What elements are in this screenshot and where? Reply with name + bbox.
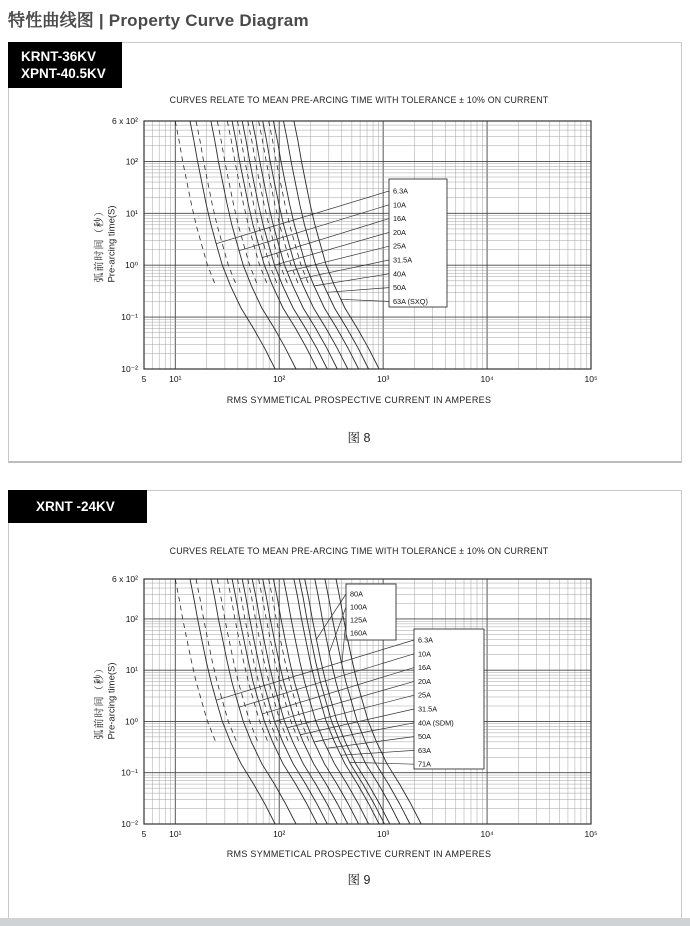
x-tick: 5 bbox=[141, 374, 147, 384]
x-tick: 5 bbox=[141, 829, 147, 839]
legend-label: 50A bbox=[393, 283, 406, 293]
legend-label: 31.5A bbox=[393, 255, 413, 265]
curve-25A bbox=[252, 579, 337, 824]
legend-label: 20A bbox=[418, 676, 431, 686]
curve-50A bbox=[284, 121, 369, 369]
figure-caption: 图 9 bbox=[347, 873, 371, 887]
y-axis-label-cn: 弧前时间（秒） bbox=[94, 205, 106, 283]
leader-line bbox=[341, 299, 389, 301]
x-tick: 10² bbox=[273, 829, 286, 839]
x-axis-label: RMS SYMMETICAL PROSPECTIVE CURRENT IN AMPERES bbox=[226, 849, 492, 859]
legend-label: 71A bbox=[418, 759, 431, 769]
leader-line bbox=[239, 205, 389, 251]
legend-label: 16A bbox=[418, 663, 431, 673]
legend-label: 20A bbox=[393, 227, 406, 237]
axis-ticks bbox=[112, 116, 597, 384]
x-axis-label: RMS SYMMETICAL PROSPECTIVE CURRENT IN AMPERES bbox=[226, 395, 492, 405]
legend-label: 63A (SXQ) bbox=[393, 296, 428, 306]
fuse-curves bbox=[175, 121, 379, 369]
y-tick: 10⁻² bbox=[121, 819, 138, 829]
legend-label: 50A bbox=[418, 732, 431, 742]
y-tick: 10⁻¹ bbox=[121, 312, 138, 323]
y-tick: 10¹ bbox=[125, 208, 138, 219]
curve-25A bbox=[252, 121, 337, 369]
y-tick: 10² bbox=[125, 613, 138, 624]
leader-line bbox=[287, 695, 414, 728]
y-axis-label-en: Pre-arcing time(S) bbox=[106, 205, 118, 283]
y-tick: 10¹ bbox=[125, 665, 138, 676]
y-tick: 10⁻¹ bbox=[121, 767, 138, 778]
legend-label: 10A bbox=[393, 200, 406, 210]
chart-title: CURVES RELATE TO MEAN PRE-ARCING TIME WITH TOLERANCE ± 10% ON CURRENT bbox=[169, 95, 549, 105]
chart-title: CURVES RELATE TO MEAN PRE-ARCING TIME WITH TOLERANCE ± 10% ON CURRENT bbox=[169, 546, 549, 556]
x-tick: 10² bbox=[273, 374, 286, 384]
curve-10A bbox=[211, 579, 296, 824]
panel-xrnt-24kv bbox=[8, 490, 682, 920]
y-tick: 10² bbox=[125, 156, 138, 167]
y-tick: 6 x 10² bbox=[112, 574, 138, 584]
bottom-strip bbox=[0, 918, 690, 926]
x-tick: 10⁵ bbox=[584, 829, 598, 839]
legend-label: 16A bbox=[393, 214, 406, 224]
model-tag-line: XRNT -24KV bbox=[36, 499, 115, 514]
legend-label: 100A bbox=[350, 602, 368, 612]
panel-krnt-36kv bbox=[8, 42, 682, 463]
y-axis-label-cn: 弧前时间（秒） bbox=[94, 662, 106, 740]
x-tick: 10³ bbox=[376, 374, 390, 384]
leader-line bbox=[274, 681, 414, 721]
x-tick: 10¹ bbox=[169, 829, 182, 839]
legend-label: 125A bbox=[350, 615, 368, 625]
legend-label: 6.3A bbox=[393, 186, 409, 196]
leader-line bbox=[287, 246, 389, 271]
legend-box bbox=[216, 179, 447, 307]
grid bbox=[144, 121, 591, 369]
legend-label: 31.5A bbox=[418, 704, 438, 714]
leader-line bbox=[314, 274, 389, 286]
x-tick: 10⁴ bbox=[480, 829, 494, 839]
y-tick: 10⁻² bbox=[121, 364, 138, 374]
leader-line bbox=[239, 654, 414, 707]
y-tick: 6 x 10² bbox=[112, 116, 138, 126]
x-tick: 10¹ bbox=[169, 374, 182, 384]
y-axis-label-en: Pre-arcing time(S) bbox=[106, 662, 118, 740]
legend-label: 10A bbox=[418, 649, 431, 659]
curve-63A (SXQ) bbox=[294, 121, 379, 369]
page-title: 特性曲线图 | Property Curve Diagram bbox=[8, 11, 309, 30]
x-tick: 10⁵ bbox=[584, 374, 598, 384]
leader-line bbox=[350, 762, 414, 764]
model-tag-line: KRNT-36KV bbox=[21, 49, 97, 64]
legend-label: 80A bbox=[350, 589, 363, 599]
figure-caption: 图 8 bbox=[347, 431, 371, 445]
x-tick: 10⁴ bbox=[480, 374, 494, 384]
model-tag-line: XPNT-40.5KV bbox=[21, 66, 106, 81]
legend-label: 25A bbox=[418, 690, 431, 700]
x-tick: 10³ bbox=[376, 829, 390, 839]
y-tick: 10⁰ bbox=[125, 716, 138, 727]
legend-label: 6.3A bbox=[418, 635, 434, 645]
y-tick: 10⁰ bbox=[125, 260, 138, 271]
leader-line bbox=[216, 191, 389, 244]
legend-label: 63A bbox=[418, 745, 431, 755]
legend-label: 40A bbox=[393, 269, 406, 279]
legend-label: 25A bbox=[393, 241, 406, 251]
legend-label: 40A (SDM) bbox=[418, 718, 454, 728]
legend-label: 160A bbox=[350, 628, 368, 638]
